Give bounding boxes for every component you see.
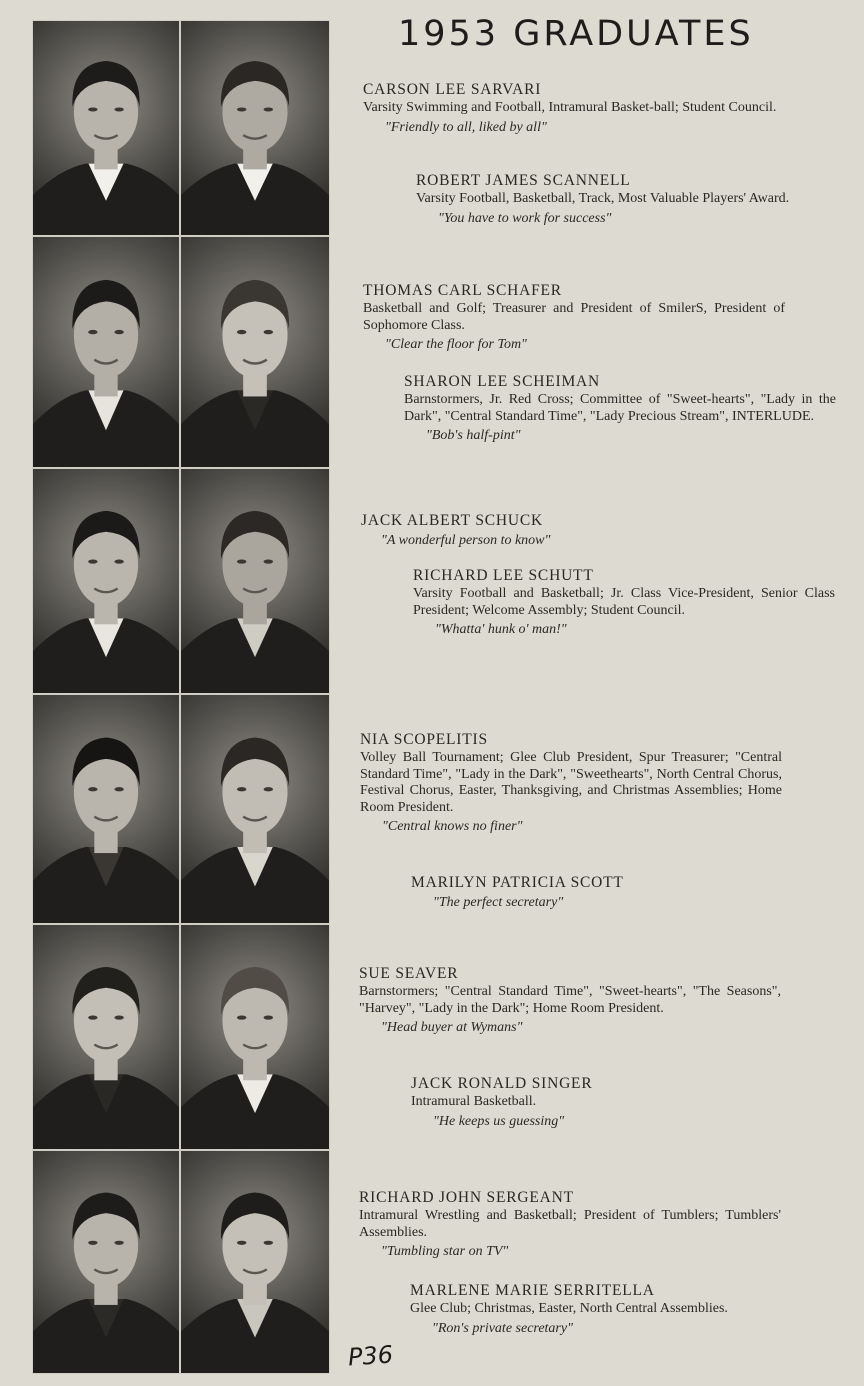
graduate-entry (360, 730, 782, 836)
portrait-column (32, 20, 328, 1372)
portrait-carson-lee-sarvari (32, 20, 180, 236)
graduate-quote: "You have to work for success" (438, 210, 612, 226)
portrait-marlene-marie-serritella (180, 1150, 330, 1374)
graduate-quote: "He keeps us guessing" (433, 1113, 565, 1129)
graduate-quote: "A wonderful person to know" (381, 533, 551, 548)
graduate-quote: "Head buyer at Wymans" (381, 1020, 523, 1035)
graduate-name: ROBERT JAMES SCANNELL (416, 172, 631, 189)
graduate-name: SUE SEAVER (359, 965, 459, 982)
portrait-sue-seaver (32, 924, 180, 1150)
graduate-name: SHARON LEE SCHEIMAN (404, 373, 601, 390)
page-number: P36 (347, 1340, 394, 1372)
graduate-entry (404, 372, 836, 445)
graduate-quote: "Tumbling star on TV" (381, 1244, 509, 1259)
graduate-entry (411, 1074, 831, 1131)
graduate-activities: Basketball and Golf; Treasurer and President of SmilerS, President of Sophomore Class. (363, 301, 785, 333)
graduate-name: MARLENE MARIE SERRITELLA (410, 1282, 655, 1299)
graduate-entry (363, 281, 785, 354)
graduate-entry (410, 1281, 834, 1338)
graduate-activities: Glee Club; Christmas, Easter, North Central Assemblies. (410, 1301, 728, 1316)
graduate-name: THOMAS CARL SCHAFER (363, 282, 562, 299)
graduate-activities: Varsity Swimming and Football, Intramural Basket-ball; Student Council. (363, 100, 777, 115)
graduate-name: RICHARD JOHN SERGEANT (359, 1189, 574, 1206)
graduate-activities: Barnstormers, Jr. Red Cross; Committee of "Sweet-hearts", "Lady in the Dark", "Central Standard Time", "Lady Precious Stream", INTERLUDE. (404, 392, 836, 424)
portrait-thomas-carl-schafer (32, 236, 180, 468)
graduate-entry (359, 964, 781, 1037)
graduate-name: JACK RONALD SINGER (411, 1075, 593, 1092)
portrait-jack-ronald-singer (180, 924, 330, 1150)
portrait-sharon-lee-scheiman (180, 236, 330, 468)
graduate-quote: "Bob's half-pint" (426, 428, 521, 443)
graduate-quote: "Whatta' hunk o' man!" (435, 622, 567, 637)
graduate-quote: "The perfect secretary" (433, 895, 564, 910)
graduate-entry (413, 566, 835, 639)
graduate-quote: "Friendly to all, liked by all" (385, 119, 547, 135)
graduate-activities: Volley Ball Tournament; Glee Club President, Spur Treasurer; "Central Standard Time", "Lady in the Dark", "Sweethearts", North Central Chorus, Festival Chorus, Easter, Thanksgiving, and Christmas Assemblies; Home Room President. (360, 750, 782, 815)
page-title: 1953 GRADUATES (398, 14, 754, 54)
graduate-entry (359, 1188, 781, 1261)
portrait-jack-albert-schuck (32, 468, 180, 694)
portrait-richard-lee-schutt (180, 468, 330, 694)
graduate-quote: "Clear the floor for Tom" (385, 337, 527, 352)
graduate-entry (363, 80, 785, 137)
portrait-marilyn-patricia-scott (180, 694, 330, 924)
graduate-name: NIA SCOPELITIS (360, 731, 488, 748)
graduate-activities: Intramural Basketball. (411, 1094, 537, 1109)
graduate-activities: Varsity Football and Basketball; Jr. Class Vice-President, Senior Class President; Welcome Assembly; Student Council. (413, 586, 835, 618)
portrait-robert-james-scannell (180, 20, 330, 236)
graduate-activities: Varsity Football, Basketball, Track, Most Valuable Players' Award. (416, 191, 790, 206)
graduate-entry (416, 171, 836, 228)
graduate-quote: "Ron's private secretary" (432, 1320, 573, 1336)
graduate-activities: Barnstormers; "Central Standard Time", "Sweet-hearts", "The Seasons", "Harvey", "Lady in the Dark"; Home Room President. (359, 984, 781, 1016)
graduate-name: MARILYN PATRICIA SCOTT (411, 874, 624, 891)
graduate-entry (411, 873, 831, 912)
graduate-name: JACK ALBERT SCHUCK (361, 512, 543, 529)
graduate-name: RICHARD LEE SCHUTT (413, 567, 594, 584)
portrait-nia-scopelitis (32, 694, 180, 924)
graduate-entry (361, 511, 783, 550)
graduate-activities: Intramural Wrestling and Basketball; President of Tumblers; Tumblers' Assemblies. (359, 1208, 781, 1240)
graduate-quote: "Central knows no finer" (382, 819, 523, 834)
portrait-richard-john-sergeant (32, 1150, 180, 1374)
graduate-name: CARSON LEE SARVARI (363, 81, 542, 98)
